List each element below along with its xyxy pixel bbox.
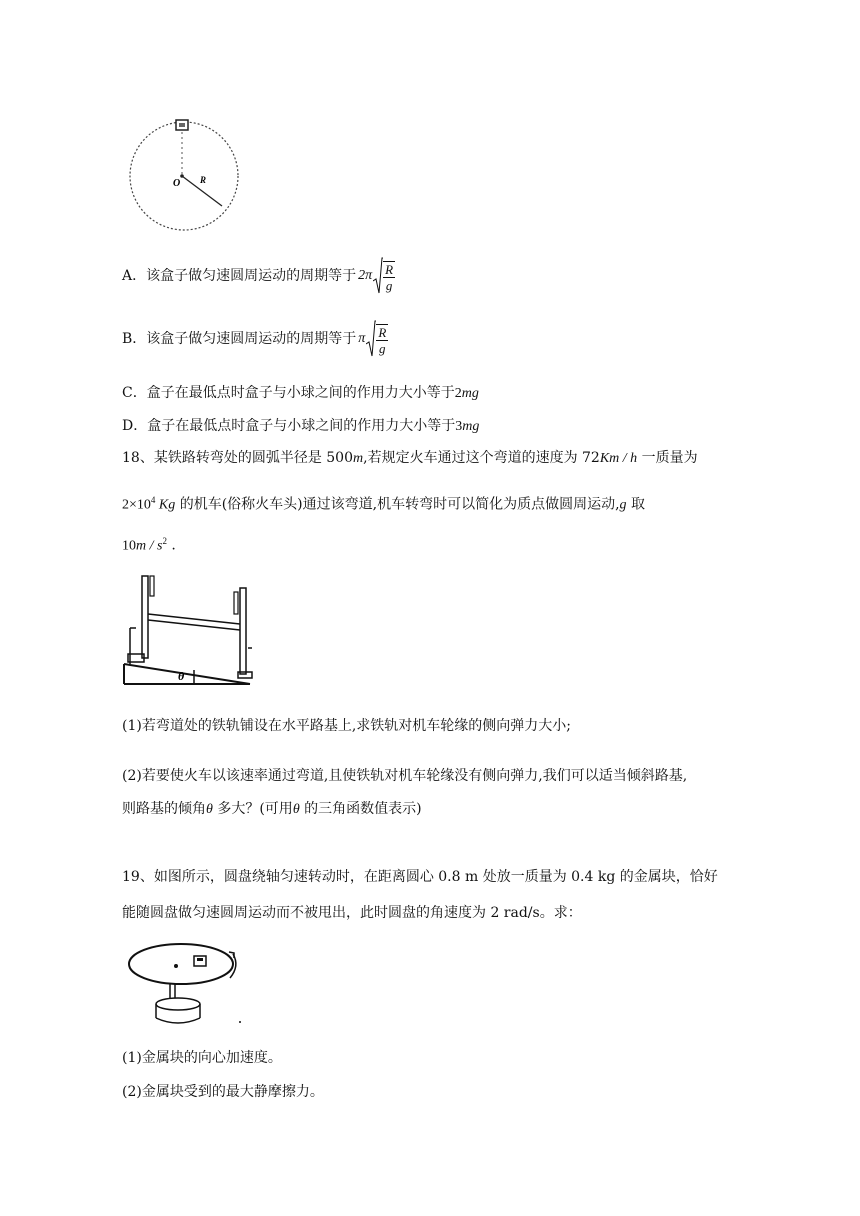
- sqrt-icon: [366, 320, 376, 358]
- q19-line1: 19、如图所示，圆盘绕轴匀速转动时，在距离圆心 0.8 m 处放一质量为 0.4 kg 的金属块，恰好: [122, 869, 718, 885]
- option-b-text: B．该盒子做匀速圆周运动的周期等于: [122, 331, 357, 347]
- ball-in-box: [179, 123, 185, 127]
- circle-motion-figure: [124, 116, 246, 232]
- disk: [129, 944, 233, 984]
- q18-sub2-line1: (2)若要使火车以该速率通过弯道,且使铁轨对机车轮缘没有侧向弹力,我们可以适当倾斜路基,: [122, 768, 688, 784]
- q18-sub1: (1)若弯道处的铁轨铺设在水平路基上,求铁轨对机车轮缘的侧向弹力大小;: [122, 718, 571, 734]
- option-c: C．盒子在最低点时盒子与小球之间的作用力大小等于2mg: [122, 385, 479, 401]
- sqrt-icon: [373, 257, 383, 295]
- angle-label: θ: [178, 669, 185, 683]
- q19-line2: 能随圆盘做匀速圆周运动而不被甩出，此时圆盘的角速度为 2 rad/s。求：: [122, 905, 582, 921]
- axle-bottom: [148, 620, 240, 630]
- disk-center: [174, 964, 178, 968]
- option-b-fraction: $\frac{R}{g}$: [378, 324, 387, 356]
- q18-line2: $2\times 10^4$ Kg 的机车(俗称火车头)通过该弯道,机车转弯时可以简化为质点做圆周运动,g 取: [122, 495, 645, 513]
- right-rail-post: [240, 588, 246, 674]
- radius-label: R: [200, 175, 207, 185]
- option-b-coef: π: [358, 331, 366, 346]
- q18-line1: 18、某铁路转弯处的圆弧半径是 500m,若规定火车通过这个弯道的速度为 72Km / h 一质量为: [122, 450, 698, 466]
- option-a-fraction: $\frac{R}{g}$: [385, 261, 394, 293]
- q18-sub2-line2: 则路基的倾角θ 多大？(可用θ 的三角函数值表示): [122, 801, 422, 817]
- axle-top: [148, 614, 240, 624]
- q18-line3: $10m / s^2$ .: [122, 536, 176, 554]
- option-b: [122, 319, 388, 359]
- rotating-disk-figure: [126, 940, 250, 1028]
- right-rail-flange: [234, 592, 238, 614]
- q19-sub2: (2)金属块受到的最大静摩擦力。: [122, 1084, 324, 1100]
- inclined-roadbed: [124, 664, 250, 684]
- center-label: O: [173, 178, 181, 189]
- circular-path: [130, 122, 238, 230]
- option-a-coef: 2π: [358, 268, 373, 283]
- option-a-text: A．该盒子做匀速圆周运动的周期等于: [122, 268, 357, 284]
- option-a: [122, 256, 395, 296]
- q19-sub1: (1)金属块的向心加速度。: [122, 1050, 282, 1066]
- left-rail-post: [142, 576, 148, 658]
- option-d: D．盒子在最低点时盒子与小球之间的作用力大小等于3mg: [122, 418, 480, 434]
- base-top: [156, 998, 200, 1010]
- banked-rail-figure: [122, 568, 258, 688]
- left-rail-flange: [150, 576, 154, 596]
- base-bottom: [156, 1018, 200, 1023]
